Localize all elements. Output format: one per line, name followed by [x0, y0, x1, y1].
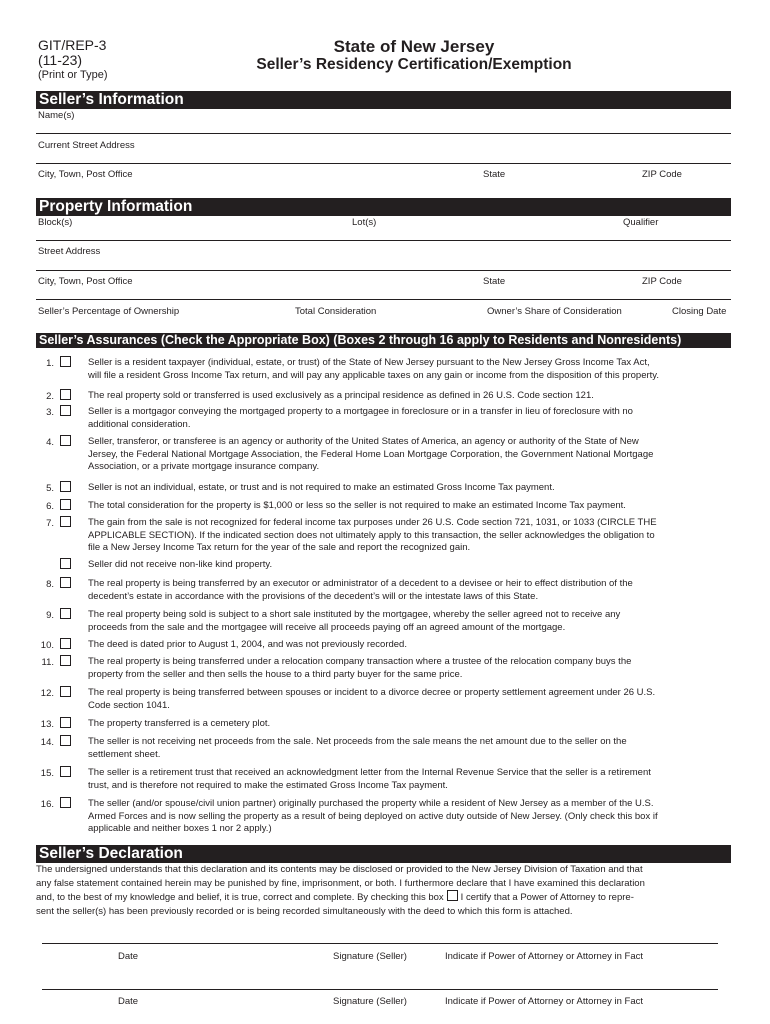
assurance-checkbox[interactable] — [60, 516, 71, 527]
property-city-label: City, Town, Post Office — [38, 276, 133, 287]
assurance-checkbox[interactable] — [60, 405, 71, 416]
assurance-text — [88, 406, 730, 431]
assurance-checkbox[interactable] — [60, 686, 71, 697]
assurance-text-line: Jersey, the Federal National Mortgage Association, the Federal Home Loan Mortgage Corporation, the Government National Mortgage — [88, 448, 654, 460]
assurance-checkbox[interactable] — [60, 766, 71, 777]
assurance-number: 1. — [46, 358, 54, 369]
print-note: (Print or Type) — [38, 69, 108, 81]
assurance-text-line: Seller is not an individual, estate, or trust and is not required to make an estimated Gross Income Tax payment. — [88, 482, 555, 493]
assurance-number: 16. — [40, 799, 54, 810]
assurance-number: 13. — [40, 719, 54, 730]
assurance-checkbox[interactable] — [60, 717, 71, 728]
sig-poa-label: Indicate if Power of Attorney or Attorney in Fact — [445, 996, 644, 1007]
property-zip-label: ZIP Code — [642, 276, 682, 287]
form-subtitle: Seller’s Residency Certification/Exemption — [256, 56, 572, 73]
assurance-text-line: The total consideration for the property is $1,000 or less so the seller is not required to make an estimated Income Tax payment. — [88, 500, 626, 511]
property-info-heading: Property Information — [36, 198, 731, 216]
assurance-text-line: Seller, transferor, or transferee is an agency or authority of the United States of America, an agency or authority of the State of New — [88, 436, 639, 447]
declaration-line-part: and, to the best of my knowledge and belief, it is true, correct and complete. By checking this box — [36, 892, 444, 904]
assurance-text-line: Armed Forces and is now selling the property as a result of being deployed on active duty outside of New Jersey. (Only check this box if — [88, 810, 658, 822]
block-label: Block(s) — [38, 217, 73, 228]
sig-signature-label: Signature (Seller) — [333, 996, 407, 1007]
assurance-checkbox[interactable] — [60, 356, 71, 367]
seller-names-field[interactable] — [36, 133, 731, 134]
assurances-heading: Seller’s Assurances (Check the Appropriate Box) (Boxes 2 through 16 apply to Residents and Nonresidents) — [36, 333, 731, 348]
assurance-number: 15. — [40, 768, 54, 779]
declaration-line — [36, 890, 731, 905]
assurance-text — [88, 500, 730, 513]
assurance-text-line: The real property is being transferred under a relocation company transaction where a trustee of the relocation company buys the — [88, 656, 632, 667]
assurance-checkbox[interactable] — [60, 558, 71, 569]
assurance-checkbox[interactable] — [60, 389, 71, 400]
assurance-text-line: APPLICABLE SECTION). If the indicated section does not ultimately apply to this transaction, the seller acknowledges the obligation to — [88, 529, 655, 541]
seller-street-field[interactable] — [36, 163, 731, 164]
assurance-text — [88, 357, 730, 382]
closing-date-label: Closing Date — [672, 306, 727, 317]
power-of-attorney-checkbox[interactable] — [447, 890, 458, 901]
declaration-line: any false statement contained herein may be punished by fine, imprisonment, or both. I furthermore declare that I have examined this declaration — [36, 877, 645, 889]
assurance-number: 14. — [40, 737, 54, 748]
assurance-text-line: trust, and is therefore not required to make the estimated Gross Income Tax payment. — [88, 779, 448, 791]
assurance-number: 5. — [46, 483, 54, 494]
assurance-text-line: The real property is being transferred between spouses or incident to a divorce decree or property settlement agreement under 26 U.S. — [88, 687, 656, 698]
assurance-text — [88, 798, 730, 836]
seller-city-label: City, Town, Post Office — [38, 169, 133, 180]
declaration-text — [36, 863, 731, 918]
assurance-text-line: property from the seller and then sells the house to a third party buyer for the same price. — [88, 668, 463, 680]
assurance-text-line: The gain from the sale is not recognized for federal income tax purposes under 26 U.S. Code section 721, 1031, or 1033 (CIRCLE THE — [88, 517, 657, 528]
assurance-text-line: The seller is not receiving net proceeds from the sale. Net proceeds from the sale means the net amount due to the seller on the — [88, 736, 627, 747]
seller-names-label: Name(s) — [38, 110, 75, 121]
assurance-number: 10. — [40, 640, 54, 651]
property-street-field[interactable] — [36, 270, 731, 271]
assurance-checkbox[interactable] — [60, 499, 71, 510]
assurance-text-line: Seller did not receive non-like kind property. — [88, 559, 273, 570]
assurance-text-line: Association, or a private mortgage insurance company. — [88, 461, 320, 472]
sig-date-label: Date — [118, 996, 139, 1007]
seller-street-label: Current Street Address — [38, 140, 135, 151]
assurance-checkbox[interactable] — [60, 655, 71, 666]
seller-state-label: State — [483, 169, 506, 180]
assurance-text — [88, 718, 730, 731]
assurance-text — [88, 687, 730, 712]
assurance-text-line: applicable and neither boxes 1 nor 2 apply.) — [88, 823, 272, 834]
assurance-checkbox[interactable] — [60, 797, 71, 808]
assurance-number: 6. — [46, 501, 54, 512]
assurance-text-line: Code section 1041. — [88, 699, 170, 711]
assurance-number: 4. — [46, 437, 54, 448]
signature-line-2[interactable] — [42, 989, 718, 990]
property-city-field[interactable] — [36, 299, 731, 300]
property-state-label: State — [483, 276, 506, 287]
ownership-pct-label: Seller’s Percentage of Ownership — [38, 306, 180, 317]
assurance-text-line: settlement sheet. — [88, 748, 161, 760]
assurance-text — [88, 436, 730, 474]
form-title: State of New Jersey — [333, 37, 495, 56]
assurance-checkbox[interactable] — [60, 608, 71, 619]
assurance-text-line: Seller is a mortgagor conveying the mortgaged property to a mortgagee in foreclosure or in a transfer in lieu of foreclosure with no — [88, 406, 633, 417]
assurance-text-line: will file a resident Gross Income Tax return, and will pay any applicable taxes on any gain or income from the disposition of this property. — [88, 369, 659, 381]
seller-zip-label: ZIP Code — [642, 169, 682, 180]
assurance-text-line: additional consideration. — [88, 418, 191, 430]
assurance-text-line: The seller (and/or spouse/civil union partner) originally purchased the property while a resident of New Jersey as a member of the U.S. — [88, 798, 654, 809]
assurance-checkbox[interactable] — [60, 435, 71, 446]
assurance-number: 2. — [46, 391, 54, 402]
declaration-line: The undersigned understands that this declaration and its contents may be disclosed or provided to the New Jersey Division of Taxation and that — [36, 864, 643, 875]
qualifier-label: Qualifier — [623, 217, 659, 228]
assurance-text-line: decedent’s estate in accordance with the provisions of the decedent’s will or the intestate laws of this State. — [88, 590, 539, 602]
total-consideration-label: Total Consideration — [295, 306, 377, 317]
sig-poa-label: Indicate if Power of Attorney or Attorney in Fact — [445, 951, 644, 962]
assurance-text-line: Seller is a resident taxpayer (individual, estate, or trust) of the State of New Jersey pursuant to the New Jersey Gross Income Tax Act, — [88, 357, 650, 368]
assurance-number: 12. — [40, 688, 54, 699]
declaration-heading: Seller’s Declaration — [36, 845, 731, 863]
block-lot-field[interactable] — [36, 240, 731, 241]
property-street-label: Street Address — [38, 246, 101, 257]
assurance-text — [88, 578, 730, 603]
assurance-text — [88, 390, 730, 403]
assurance-text — [88, 559, 730, 572]
assurance-text-line: The real property sold or transferred is used exclusively as a principal residence as defined in 26 U.S. Code section 121. — [88, 390, 594, 401]
sig-date-label: Date — [118, 951, 139, 962]
assurance-text — [88, 639, 730, 652]
assurance-number: 9. — [46, 610, 54, 621]
assurance-text-line: The deed is dated prior to August 1, 2004, and was not previously recorded. — [88, 639, 407, 650]
assurance-text-line: The property transferred is a cemetery plot. — [88, 718, 271, 729]
assurance-text-line: proceeds from the sale and the mortgagee will receive all proceeds paying off an agreed amount of the mortgage. — [88, 621, 566, 633]
assurance-number: 7. — [46, 518, 54, 529]
assurance-text — [88, 736, 730, 761]
assurance-text-line: The real property is being transferred by an executor or administrator of a decedent to a devisee or heir to effect distribution of the — [88, 578, 633, 589]
signature-line-1[interactable] — [42, 943, 718, 944]
assurance-checkbox[interactable] — [60, 735, 71, 746]
assurance-number: 8. — [46, 579, 54, 590]
assurance-checkbox[interactable] — [60, 577, 71, 588]
form-id: GIT/REP-3 — [38, 37, 107, 53]
assurance-checkbox[interactable] — [60, 481, 71, 492]
lot-label: Lot(s) — [352, 217, 377, 228]
declaration-line: sent the seller(s) has been previously recorded or is being recorded simultaneously with the deed to which this form is attached. — [36, 905, 573, 917]
assurance-text — [88, 767, 730, 792]
owner-share-label: Owner’s Share of Consideration — [487, 306, 622, 317]
assurance-number: 3. — [46, 407, 54, 418]
assurance-text — [88, 609, 730, 634]
assurance-text — [88, 517, 730, 555]
assurance-text-line: file a New Jersey Income Tax return for the year of the sale and report the recognized gain. — [88, 542, 471, 553]
assurance-checkbox[interactable] — [60, 638, 71, 649]
assurance-text — [88, 482, 730, 495]
assurance-text-line: The seller is a retirement trust that received an acknowledgment letter from the Internal Revenue Service that the seller is a retirement — [88, 767, 651, 778]
seller-info-heading: Seller’s Information — [36, 91, 731, 109]
form-revision: (11-23) — [38, 52, 83, 68]
assurance-text — [88, 656, 730, 681]
sig-signature-label: Signature (Seller) — [333, 951, 407, 962]
assurance-number: 11. — [41, 657, 54, 668]
assurance-text-line: The real property being sold is subject to a short sale instituted by the mortgagee, whereby the seller agreed not to receive any — [88, 609, 621, 620]
declaration-line-part: I certify that a Power of Attorney to repre- — [460, 892, 634, 904]
